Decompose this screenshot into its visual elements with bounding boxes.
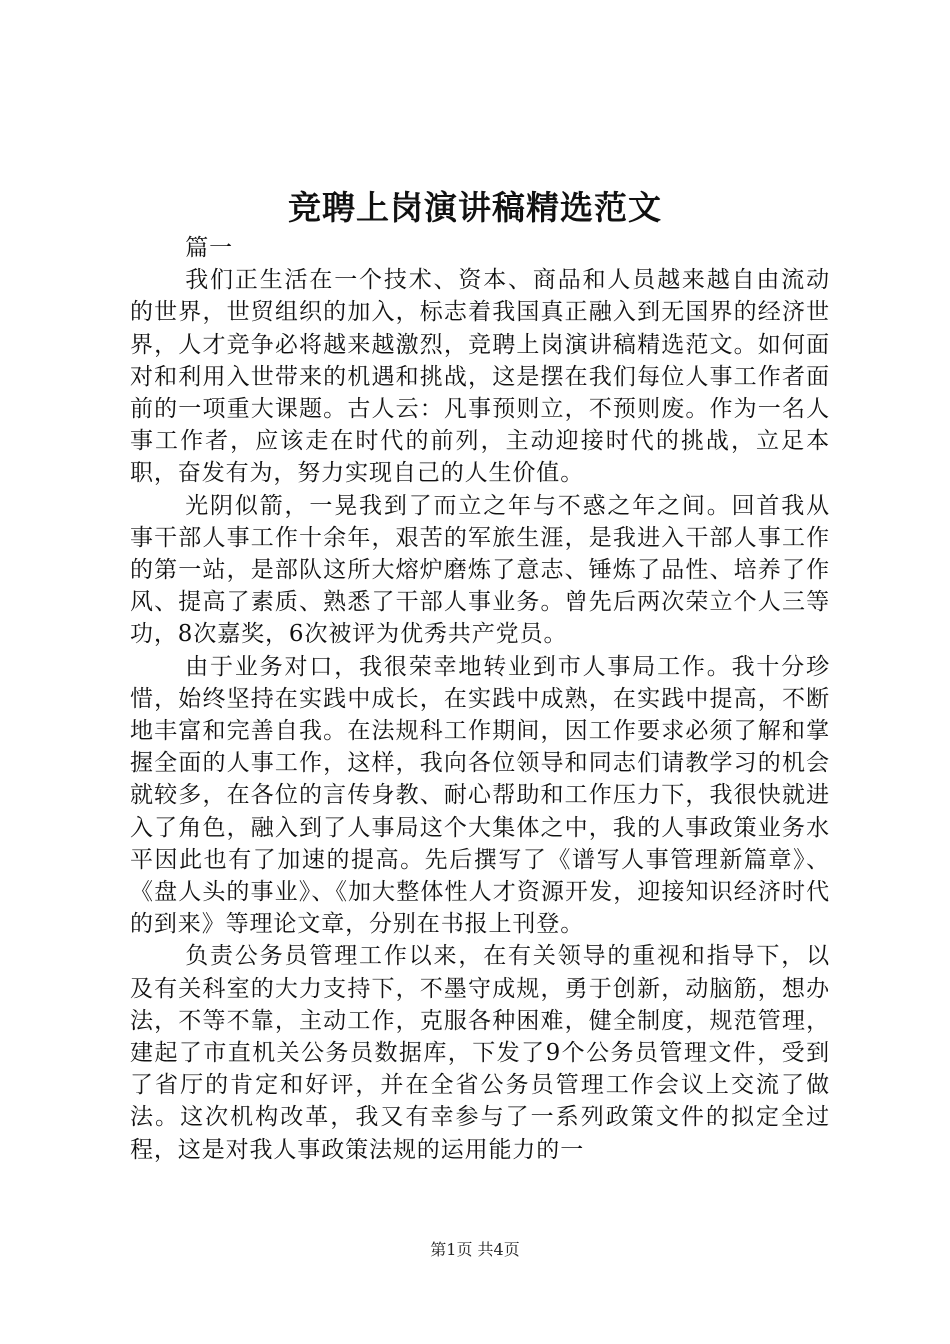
paragraph-4: 负责公务员管理工作以来，在有关领导的重视和指导下，以及有关科室的大力支持下，不墨守成规，勇于创新，动脑筋，想办法，不等不靠，主动工作，克服各种困难，健全制度，规范管理，建起了市直机关公务员数据库，下发了9个公务员管理文件，受到了省厅的肯定和好评，并在全省公务员管理工作会议上交流了做法。这次机构改革，我又有幸参与了一系列政策文件的拟定全过程，这是对我人事政策法规的运用能力的一 (130, 943, 830, 1163)
paragraph-1: 我们正生活在一个技术、资本、商品和人员越来越自由流动的世界，世贸组织的加入，标志着我国真正融入到无国界的经济世界，人才竞争必将越来越激烈，竞聘上岗演讲稿精选范文。如何面对和利用入世带来的机遇和挑战，这是摆在我们每位人事工作者面前的一项重大课题。古人云：凡事预则立，不预则废。作为一名人事工作者，应该走在时代的前列，主动迎接时代的挑战，立足本职，奋发有为，努力实现自己的人生价值。 (130, 267, 830, 487)
document-body (130, 232, 830, 1166)
paragraph-2: 光阴似箭，一晃我到了而立之年与不惑之年之间。回首我从事干部人事工作十余年，艰苦的军旅生涯，是我进入干部人事工作的第一站，是部队这所大熔炉磨炼了意志、锤炼了品性、培养了作风、提高了素质、熟悉了干部人事业务。曾先后两次荣立个人三等功，8次嘉奖，6次被评为优秀共产党员。 (130, 492, 830, 648)
page-footer: 第1页 共4页 (430, 1240, 520, 1259)
section-label: 篇一 (185, 235, 233, 261)
document-title: 竞聘上岗演讲稿精选范文 (288, 188, 662, 227)
paragraph-3: 由于业务对口，我很荣幸地转业到市人事局工作。我十分珍惜，始终坚持在实践中成长，在实践中成熟，在实践中提高，不断地丰富和完善自我。在法规科工作期间，因工作要求必须了解和掌握全面的人事工作，这样，我向各位领导和同志们请教学习的机会就较多，在各位的言传身教、耐心帮助和工作压力下，我很快就进入了角色，融入到了人事局这个大集体之中，我的人事政策业务水平因此也有了加速的提高。先后撰写了《谱写人事管理新篇章》、《盘人头的事业》、《加大整体性人才资源开发，迎接知识经济时代的到来》等理论文章，分别在书报上刊登。 (130, 653, 830, 938)
